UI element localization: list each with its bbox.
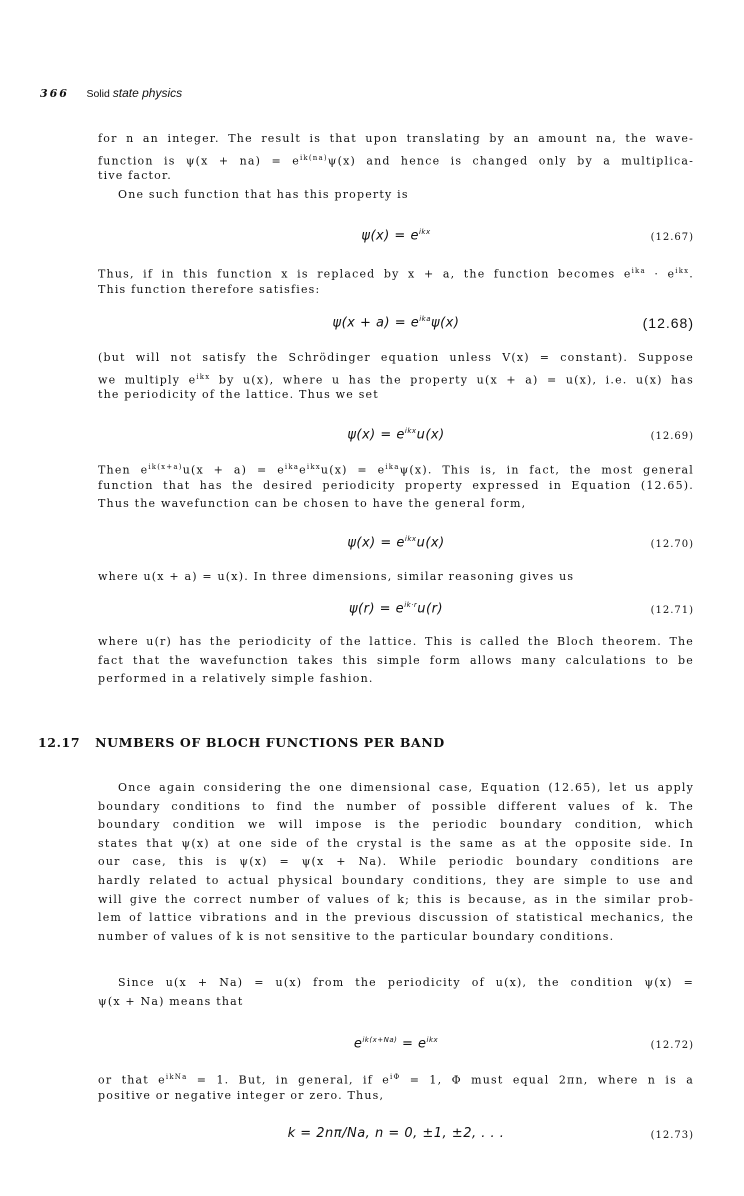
text-line: Thus the wavefunction can be chosen to have the general form, bbox=[98, 497, 527, 511]
text-line: function is $\psi(x + na) = e^{ik(na)}\psi(x)$ and hence is changed only by a multiplica- bbox=[98, 153, 694, 168]
text-line: fact that the wavefunction takes this simple form allows many calculations to be bbox=[98, 653, 694, 667]
equation-12-68 bbox=[98, 315, 694, 341]
paragraph-8 bbox=[98, 974, 694, 1011]
equation-12-69 bbox=[98, 427, 694, 453]
text-line: Since u(x + Na) = u(x) from the periodicity of u(x), the condition ψ(x) = bbox=[118, 976, 694, 989]
equation-12-70 bbox=[98, 535, 694, 561]
equation-expression: $e^{ik(x+Na)} = e^{ikx}$ bbox=[353, 1036, 439, 1052]
paragraph-7 bbox=[98, 779, 694, 946]
text-line: for n an integer. The result is that upon translating by an amount na, the wave- bbox=[98, 132, 694, 145]
text-line: (but will not satisfy the Schrödinger equation unless V(x) = constant). Suppose bbox=[98, 351, 694, 364]
text-line: lem of lattice vibrations and in the previous discussion of statistical mechanics, the bbox=[98, 911, 694, 925]
text-line: performed in a relatively simple fashion. bbox=[98, 672, 374, 686]
equation-number: (12.72) bbox=[650, 1040, 694, 1051]
equation-number: (12.69) bbox=[650, 431, 694, 442]
text-line: positive or negative integer or zero. Thus, bbox=[98, 1088, 385, 1102]
text-line: where u(x + a) = u(x). In three dimensions, similar reasoning gives us bbox=[98, 570, 575, 583]
page-header bbox=[40, 86, 182, 100]
text-line: where u(r) has the periodicity of the lattice. This is called the Bloch theorem. The bbox=[98, 635, 694, 648]
page-number: 366 bbox=[40, 87, 69, 100]
section-title: NUMBERS OF BLOCH FUNCTIONS PER BAND bbox=[95, 735, 445, 750]
text-line: will give the correct number of values of k; this is because, as in the similar prob- bbox=[98, 892, 694, 906]
equation-number: (12.73) bbox=[650, 1130, 694, 1141]
paragraph-1 bbox=[98, 130, 694, 204]
paragraph-4 bbox=[98, 458, 694, 514]
section-heading bbox=[38, 735, 445, 750]
text-line: One such function that has this property is bbox=[118, 187, 409, 201]
text-line: This function therefore satisfies: bbox=[98, 282, 321, 296]
text-line: we multiply $e^{ikx}$ by u(x), where u has the property u(x + a) = u(x), i.e. u(x) has bbox=[98, 372, 694, 387]
equation-expression: $\psi(x + a) = e^{ika}\psi(x)$ bbox=[332, 315, 460, 331]
equation-12-71 bbox=[98, 601, 694, 627]
text-line: tive factor. bbox=[98, 169, 172, 183]
text-line: boundary condition we will impose is the periodic boundary condition, which bbox=[98, 818, 694, 832]
paragraph-2 bbox=[98, 262, 694, 299]
text-line: our case, this is ψ(x) = ψ(x + Na). While periodic boundary conditions are bbox=[98, 855, 694, 869]
text-line: number of values of k is not sensitive to the particular boundary conditions. bbox=[98, 929, 615, 943]
text-line: the periodicity of the lattice. Thus we set bbox=[98, 388, 379, 402]
text-line: ψ(x + Na) means that bbox=[98, 994, 244, 1008]
section-number: 12.17 bbox=[38, 735, 81, 750]
equation-expression: $\psi(x) = e^{ikx}u(x)$ bbox=[347, 535, 445, 551]
equation-12-72 bbox=[98, 1036, 694, 1062]
equation-number: (12.67) bbox=[650, 232, 694, 243]
equation-expression: $\psi(x) = e^{ikx}u(x)$ bbox=[347, 427, 445, 443]
paragraph-3 bbox=[98, 349, 694, 405]
equation-expression: $\psi(x) = e^{ikx}$ bbox=[361, 228, 431, 244]
equation-number: (12.68) bbox=[642, 315, 694, 331]
equation-number: (12.70) bbox=[650, 539, 694, 550]
paragraph-9 bbox=[98, 1068, 694, 1105]
text-line: Thus, if in this function x is replaced by x + a, the function becomes $e^{ika} \cdot e^{ikx}$. bbox=[98, 267, 694, 281]
paragraph-5 bbox=[98, 568, 694, 587]
text-line: hardly related to actual physical boundary conditions, they are simple to use and bbox=[98, 873, 694, 887]
equation-12-73 bbox=[98, 1126, 694, 1152]
text-line: states that ψ(x) at one side of the crystal is the same as at the opposite side. In bbox=[98, 836, 694, 850]
paragraph-6 bbox=[98, 633, 694, 689]
equation-expression: k = 2nπ/Na, n = 0, ±1, ±2, . . . bbox=[287, 1126, 505, 1141]
text-line: function that has the desired periodicity property expressed in Equation (12.65). bbox=[98, 478, 694, 492]
equation-expression: $\psi(r) = e^{ik\cdot r}u(r)$ bbox=[348, 601, 444, 617]
text-line: or that $e^{ikNa} = 1$. But, in general, if $e^{i\Phi} = 1$, Φ must equal 2πn, where n is a bbox=[98, 1073, 694, 1087]
equation-12-67 bbox=[98, 228, 694, 254]
equation-number: (12.71) bbox=[650, 605, 694, 616]
text-line: Once again considering the one dimensional case, Equation (12.65), let us apply bbox=[118, 781, 694, 794]
text-line: Then $e^{ik(x+a)}u(x + a) = e^{ika}e^{ikx}u(x) = e^{ika}\psi(x)$. This is, in fact, the most general bbox=[98, 463, 694, 477]
running-title: Solid state physics bbox=[86, 86, 183, 100]
text-line: boundary conditions to find the number of possible different values of k. The bbox=[98, 799, 694, 813]
